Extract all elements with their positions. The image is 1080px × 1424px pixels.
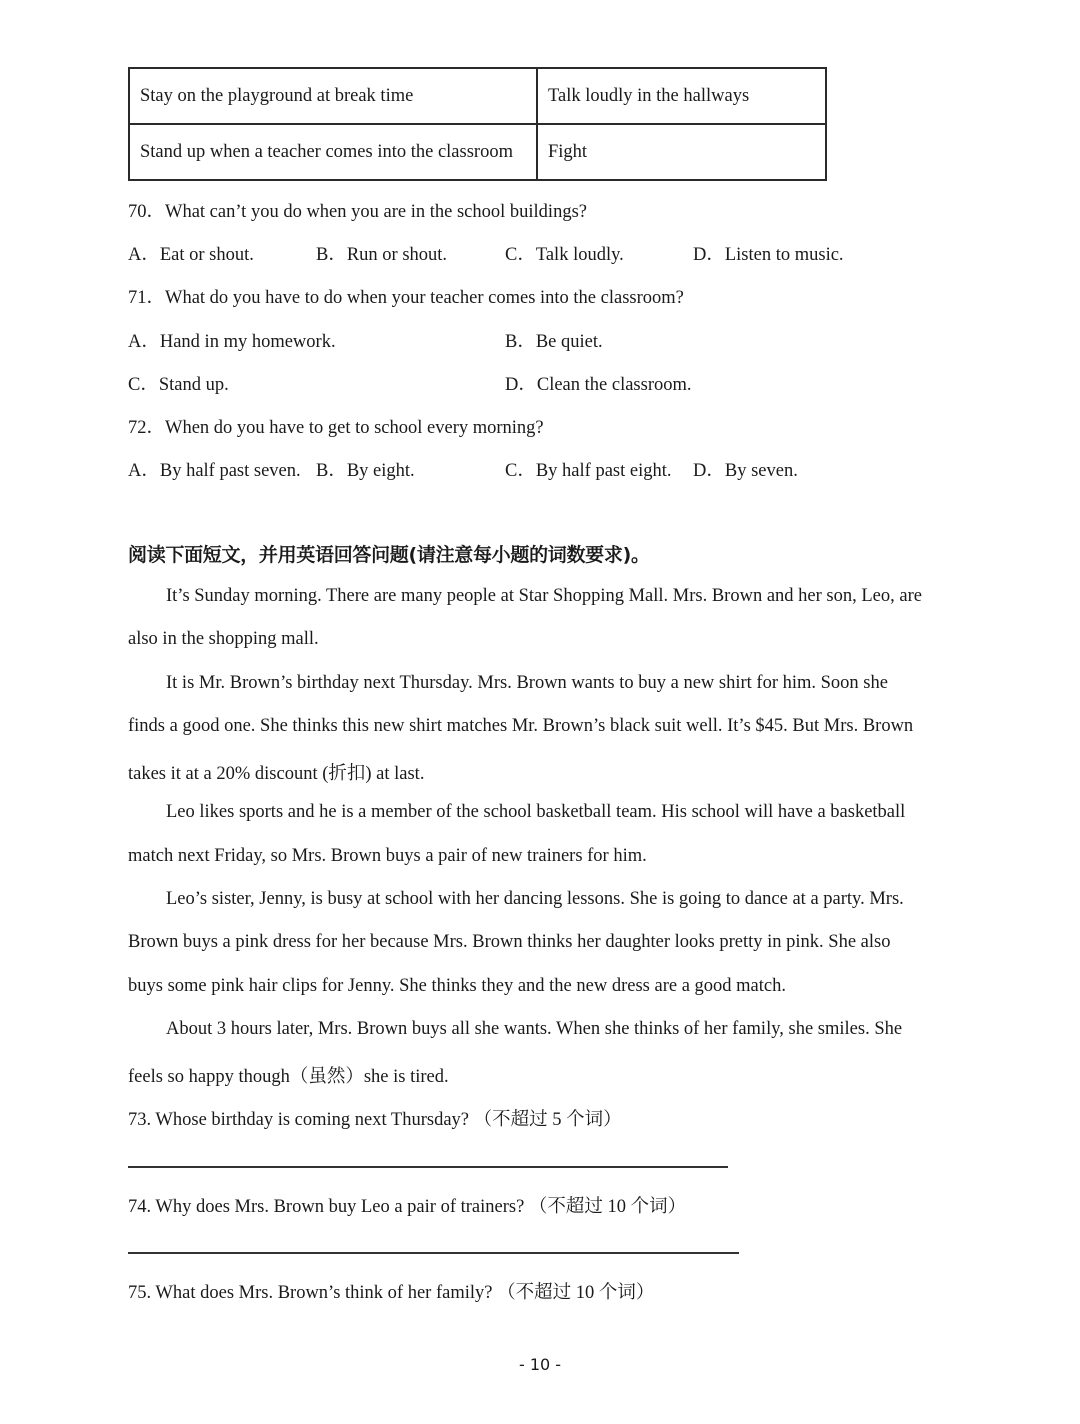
answer-line-74[interactable] [128, 1252, 739, 1254]
table-row [129, 124, 826, 180]
question-72-option-d: D．By seven. [693, 461, 798, 481]
table-cell: Talk loudly in the hallways [537, 68, 826, 124]
rules-table [128, 67, 827, 181]
question-71-stem: 71．What do you have to do when your teacher comes into the classroom? [128, 288, 684, 308]
passage-line: feels so happy though（虽然）she is tired. [128, 1067, 449, 1087]
passage-line: It’s Sunday morning. There are many people at Star Shopping Mall. Mrs. Brown and her son, Leo, are [166, 586, 922, 606]
question-73: 73. Whose birthday is coming next Thursday? （不超过 5 个词） [128, 1110, 622, 1130]
passage-line: buys some pink hair clips for Jenny. She thinks they and the new dress are a good match. [128, 976, 786, 996]
section-heading: 阅读下面短文，并用英语回答问题(请注意每小题的词数要求)。 [128, 544, 650, 566]
question-72-option-b: B．By eight. [316, 461, 415, 481]
question-75: 75. What does Mrs. Brown’s think of her family? （不超过 10 个词） [128, 1283, 655, 1303]
question-70-option-b: B．Run or shout. [316, 245, 448, 265]
passage-line: Brown buys a pink dress for her because Mrs. Brown thinks her daughter looks pretty in pink. She also [128, 932, 891, 952]
question-70-option-a: A．Eat or shout. [128, 245, 254, 265]
passage-line: takes it at a 20% discount (折扣) at last. [128, 764, 425, 784]
question-70-stem: 70．What can’t you do when you are in the school buildings? [128, 202, 587, 222]
table-row [129, 68, 826, 124]
passage-line: It is Mr. Brown’s birthday next Thursday. Mrs. Brown wants to buy a new shirt for him. Soon she [166, 673, 888, 693]
passage-line: Leo likes sports and he is a member of the school basketball team. His school will have a basketball [166, 802, 906, 822]
question-72-option-c: C．By half past eight. [505, 461, 672, 481]
question-72-stem: 72．When do you have to get to school every morning? [128, 418, 544, 438]
answer-line-73[interactable] [128, 1166, 728, 1168]
question-71-option-a: A．Hand in my homework. [128, 332, 336, 352]
question-70-option-d: D．Listen to music. [693, 245, 844, 265]
passage-line: Leo’s sister, Jenny, is busy at school with her dancing lessons. She is going to dance at a party. Mrs. [166, 889, 904, 909]
table-cell: Stay on the playground at break time [129, 68, 537, 124]
table-cell: Stand up when a teacher comes into the classroom [129, 124, 537, 180]
question-74: 74. Why does Mrs. Brown buy Leo a pair of trainers? （不超过 10 个词） [128, 1197, 687, 1217]
page-number: - 10 - [518, 1355, 562, 1374]
question-70-option-c: C．Talk loudly. [505, 245, 624, 265]
question-71-option-b: B．Be quiet. [505, 332, 603, 352]
passage-line: finds a good one. She thinks this new shirt matches Mr. Brown’s black suit well. It’s $45. But Mrs. Brown [128, 716, 914, 736]
question-72-option-a: A．By half past seven. [128, 461, 301, 481]
passage-line: About 3 hours later, Mrs. Brown buys all she wants. When she thinks of her family, she smiles. She [166, 1019, 903, 1039]
table-cell: Fight [537, 124, 826, 180]
passage-line: match next Friday, so Mrs. Brown buys a pair of new trainers for him. [128, 846, 647, 866]
question-71-option-d: D．Clean the classroom. [505, 375, 692, 395]
passage-line: also in the shopping mall. [128, 629, 319, 649]
question-71-option-c: C．Stand up. [128, 375, 229, 395]
